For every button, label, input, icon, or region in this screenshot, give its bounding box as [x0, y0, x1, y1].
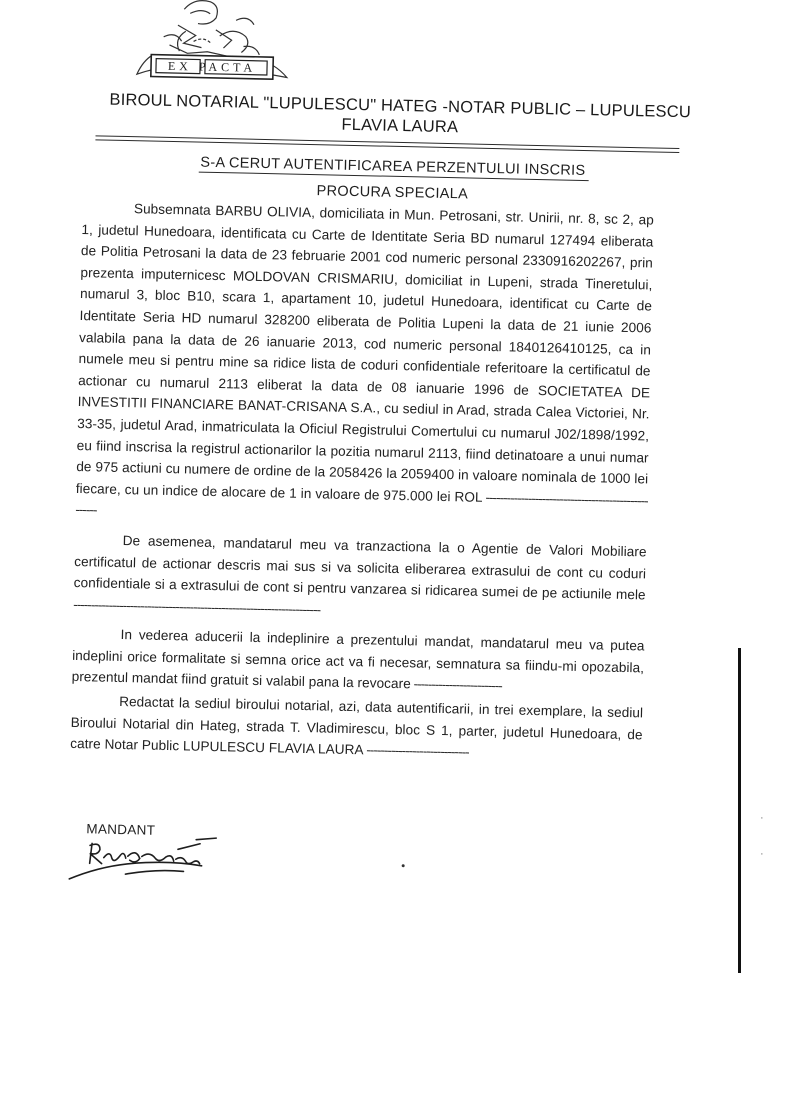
signature-block — [65, 821, 366, 898]
stamp-text: EX PACTA — [167, 58, 257, 75]
office-notary-name: FLAVIA LAURA — [341, 115, 459, 137]
scan-edge-line — [738, 648, 741, 973]
handwritten-signature — [65, 833, 236, 889]
notary-emblem-logo — [123, 0, 305, 90]
paragraph-mandate-powers: In vederea aducerii la indeplinire a prezentului mandat, mandatarul meu va putea indeplini orice formalitate si semna orice act va fi necesar, semnatura sa fiindu-mi opozabila, prezentul mandat fiind gratuit si valabil pana la revocare ------------------------- — [71, 627, 645, 694]
paragraph-mandate-scope: De asemenea, mandatarul meu va tranzactiona la o Agentie de Valori Mobiliare certificatul de actionar descris mai sus si va solicita eliberarea extrasului de cont cu coduri confidentiale si a extrasului de cont si pentru vanzarea si ridicarea sumei de pe actiunile mele ---------------------------------------------------------------------- — [73, 532, 647, 618]
scan-edge-mark: · — [760, 848, 764, 860]
paragraph-principal-details: Subsemnata BARBU OLIVIA, domiciliata in Mun. Petrosani, str. Unirii, nr. 8, sc 2, ap 1, judetul Hunedoara, identificata cu Carte de Identitate Seria BD numarul 127494 eliberata de Politia Petrosani la data de 23 februarie 2001 cod numeric personal 2330916202267, prin prezenta imputernicesc MOLDOVAN CRISMARIU, domiciliat in Lupeni, strada Tineretului, numarul 3, bloc B10, scara 1, apartament 10, judetul Hunedoara, identificat cu Carte de Identitate Seria HD numarul 328200 eliberata de Politia Lupeni la data de 21 iunie 2006 valabila pana la data de 26 ianuarie 2013, cod numeric personal 1840126410125, ca in numele meu si pentru mine sa ridice lista de coduri confidentiale referitoare la certificatul de actionar cu numarul 2113 eliberat la data de 08 ianuarie 1996 de SOCIETATEA DE INVESTITII FINANCIARE BANAT-CRISANA S.A., cu sediul in Arad, strada Calea Victoriei, Nr. 33-35, judetul Arad, inmatriculata la Oficiul Registrului Comertului cu numarul J02/1898/1992, eu fiind inscrisa la registrul actionarilor la pozitia numarul 2113, fiind detinatoare a unui numar de 975 actiuni cu numere de ordine de la 2058426 la 2059400 in valoare nominala de 1000 lei fiecare, cu un indice de alocare de 1 in valoare de 975.000 lei ROL ---------------------------------------------------- — [75, 201, 654, 518]
ink-dot — [402, 864, 405, 867]
signature-label: MANDANT — [86, 821, 156, 838]
notary-office-heading — [100, 89, 701, 142]
scan-edge-mark: · — [760, 812, 764, 824]
document-title: PROCURA SPECIALA — [316, 183, 469, 203]
authentication-request-line: S-A CERUT AUTENTIFICAREA PERZENTULUI INSCRIS — [200, 154, 586, 180]
paragraph-drafting-place: Redactat la sediul biroului notarial, azi, data autentificarii, in trei exemplare, la sediul Biroului Notarial din Hateg, strada T. Vladimirescu, bloc S 1, parter, judetul Hunedoara, de catre Notar Public LUPULESCU FLAVIA LAURA ----------------------------- — [70, 694, 644, 760]
office-name-line: BIROUL NOTARIAL "LUPULESCU" HATEG -NOTAR PUBLIC – LUPULESCU — [109, 90, 692, 122]
document-body — [70, 197, 654, 767]
